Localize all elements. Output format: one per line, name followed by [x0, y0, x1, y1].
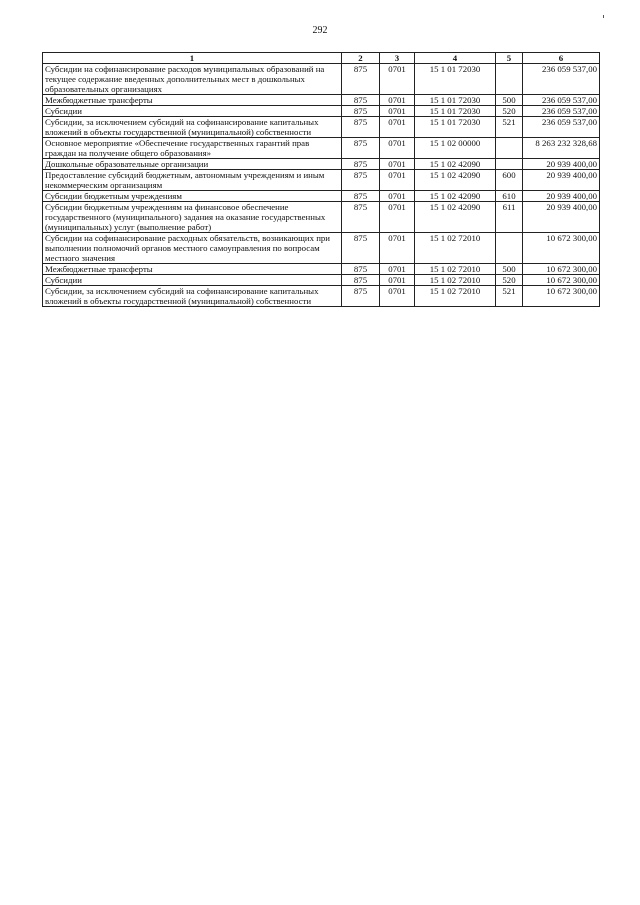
row-amount: 20 939 400,00 [523, 202, 600, 233]
row-type: 500 [496, 264, 523, 275]
table-row [43, 202, 600, 233]
row-type [496, 159, 523, 170]
row-ministry: 875 [342, 233, 380, 264]
table-row [43, 95, 600, 106]
row-type: 521 [496, 117, 523, 138]
column-header-amount: 6 [523, 53, 600, 64]
row-type [496, 64, 523, 95]
row-target: 15 1 02 72010 [415, 264, 496, 275]
row-name: Межбюджетные трансферты [43, 95, 342, 106]
column-header-ministry: 2 [342, 53, 380, 64]
row-section: 0701 [380, 106, 415, 117]
row-type: 520 [496, 275, 523, 286]
row-amount: 236 059 537,00 [523, 95, 600, 106]
row-type: 600 [496, 170, 523, 191]
row-target: 15 1 02 00000 [415, 138, 496, 159]
row-name: Субсидии, за исключением субсидий на софинансирование капитальных вложений в объекты государственной (муниципальной) собственности [43, 286, 342, 307]
row-section: 0701 [380, 117, 415, 138]
row-ministry: 875 [342, 275, 380, 286]
row-section: 0701 [380, 286, 415, 307]
row-target: 15 1 02 72010 [415, 275, 496, 286]
budget-table [42, 52, 600, 307]
row-name: Субсидии, за исключением субсидий на софинансирование капитальных вложений в объекты государственной (муниципальной) собственности [43, 117, 342, 138]
row-section: 0701 [380, 95, 415, 106]
column-header-section: 3 [380, 53, 415, 64]
row-name: Субсидии бюджетным учреждениям на финансовое обеспечение государственного (муниципального) задания на оказание государственных (муниципальных) услуг (выполнение работ) [43, 202, 342, 233]
header-row [43, 53, 600, 64]
row-ministry: 875 [342, 286, 380, 307]
table-row [43, 106, 600, 117]
page-number: 292 [312, 25, 328, 36]
row-name: Субсидии [43, 106, 342, 117]
table-header [43, 53, 600, 64]
row-ministry: 875 [342, 202, 380, 233]
row-target: 15 1 01 72030 [415, 64, 496, 95]
row-name: Субсидии [43, 275, 342, 286]
table-row [43, 191, 600, 202]
table-row [43, 64, 600, 95]
row-ministry: 875 [342, 264, 380, 275]
table-row [43, 233, 600, 264]
row-section: 0701 [380, 138, 415, 159]
row-type [496, 138, 523, 159]
row-ministry: 875 [342, 95, 380, 106]
row-amount: 236 059 537,00 [523, 117, 600, 138]
row-name: Дошкольные образовательные организации [43, 159, 342, 170]
table-row [43, 117, 600, 138]
column-header-type: 5 [496, 53, 523, 64]
row-name: Основное мероприятие «Обеспечение государственных гарантий прав граждан на получение общего образования» [43, 138, 342, 159]
row-target: 15 1 01 72030 [415, 117, 496, 138]
row-name: Межбюджетные трансферты [43, 264, 342, 275]
row-amount: 10 672 300,00 [523, 264, 600, 275]
row-type: 610 [496, 191, 523, 202]
row-amount: 20 939 400,00 [523, 170, 600, 191]
row-section: 0701 [380, 275, 415, 286]
table-body [43, 64, 600, 307]
row-amount: 10 672 300,00 [523, 233, 600, 264]
column-header-target: 4 [415, 53, 496, 64]
row-type [496, 233, 523, 264]
row-amount: 8 263 232 328,68 [523, 138, 600, 159]
row-ministry: 875 [342, 191, 380, 202]
row-type: 500 [496, 95, 523, 106]
row-ministry: 875 [342, 106, 380, 117]
row-section: 0701 [380, 264, 415, 275]
row-target: 15 1 02 72010 [415, 286, 496, 307]
row-target: 15 1 02 72010 [415, 233, 496, 264]
row-amount: 10 672 300,00 [523, 286, 600, 307]
row-type: 611 [496, 202, 523, 233]
table-row [43, 275, 600, 286]
row-ministry: 875 [342, 64, 380, 95]
row-amount: 20 939 400,00 [523, 159, 600, 170]
row-section: 0701 [380, 191, 415, 202]
row-amount: 20 939 400,00 [523, 191, 600, 202]
table-row [43, 159, 600, 170]
table-row [43, 138, 600, 159]
row-name: Субсидии бюджетным учреждениям [43, 191, 342, 202]
row-ministry: 875 [342, 138, 380, 159]
row-amount: 236 059 537,00 [523, 106, 600, 117]
row-target: 15 1 02 42090 [415, 191, 496, 202]
row-section: 0701 [380, 202, 415, 233]
row-amount: 236 059 537,00 [523, 64, 600, 95]
table-row [43, 170, 600, 191]
row-target: 15 1 02 42090 [415, 170, 496, 191]
row-target: 15 1 02 42090 [415, 202, 496, 233]
row-target: 15 1 02 42090 [415, 159, 496, 170]
row-ministry: 875 [342, 117, 380, 138]
row-section: 0701 [380, 233, 415, 264]
table-row [43, 264, 600, 275]
row-section: 0701 [380, 159, 415, 170]
row-ministry: 875 [342, 170, 380, 191]
row-ministry: 875 [342, 159, 380, 170]
row-amount: 10 672 300,00 [523, 275, 600, 286]
scan-mark [603, 15, 604, 18]
row-section: 0701 [380, 64, 415, 95]
row-name: Субсидии на софинансирование расходов муниципальных образований на текущее содержание введенных дополнительных мест в дошкольных образовательных организациях [43, 64, 342, 95]
row-type: 521 [496, 286, 523, 307]
row-target: 15 1 01 72030 [415, 106, 496, 117]
row-target: 15 1 01 72030 [415, 95, 496, 106]
row-name: Предоставление субсидий бюджетным, автономным учреждениям и иным некоммерческим организациям [43, 170, 342, 191]
row-type: 520 [496, 106, 523, 117]
table-row [43, 286, 600, 307]
row-name: Субсидии на софинансирование расходных обязательств, возникающих при выполнении полномочий органов местного самоуправления по вопросам местного значения [43, 233, 342, 264]
row-section: 0701 [380, 170, 415, 191]
column-header-name: 1 [43, 53, 342, 64]
